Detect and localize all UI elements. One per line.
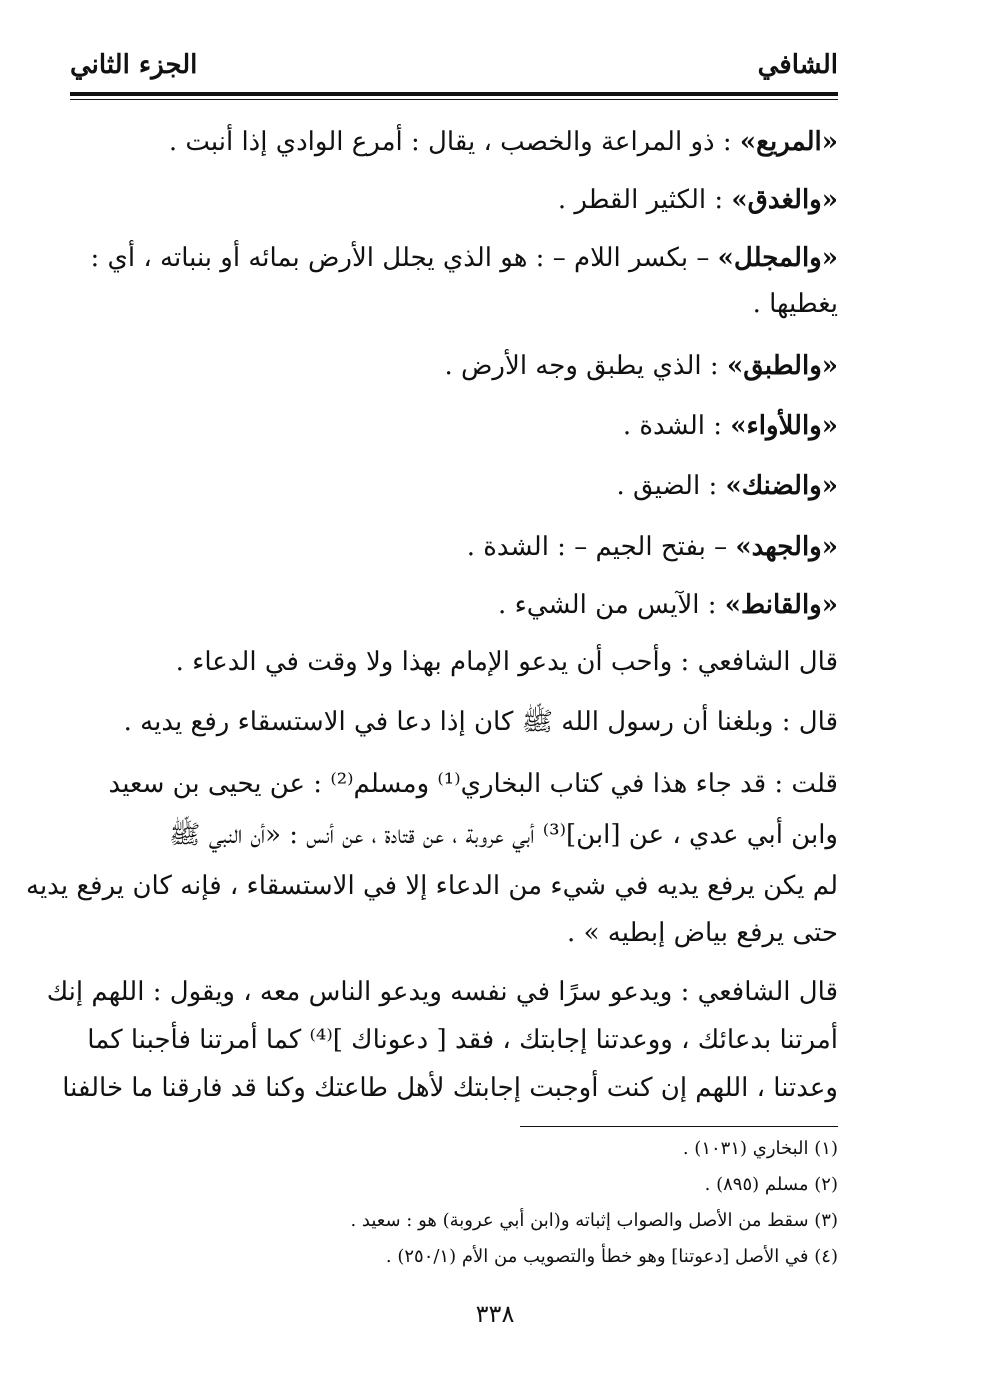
- glossary-term: «والجهد»: [735, 532, 838, 562]
- body-line: وابن أبي عدي ، عن [ابن]⁽³⁾ أبي عروبة ، عن قتادة ، عن أنس : «أن النبي ﷺ: [169, 820, 838, 850]
- running-header: [70, 50, 838, 92]
- glossary-entry: [60, 238, 838, 278]
- glossary-term: «والطبق»: [726, 351, 838, 381]
- glossary-entry: [70, 527, 838, 567]
- glossary-definition: : الآيس من الشيء .: [498, 590, 717, 620]
- glossary-term: «واللأواء»: [730, 411, 838, 441]
- footnote-separator: [520, 1126, 838, 1127]
- glossary-entry: [70, 122, 838, 162]
- glossary-definition: : الشدة .: [622, 411, 722, 441]
- footnote: (٤) في الأصل [دعوتنا] وهو خطأ والتصويب من الأم (٢٥٠/١) .: [385, 1246, 838, 1267]
- body-line: قال الشافعي : ويدعو سرًا في نفسه ويدعو الناس معه ، ويقول : اللهم إنك: [46, 977, 838, 1007]
- glossary-definition: : الضيق .: [616, 471, 718, 501]
- glossary-entry: [70, 406, 838, 446]
- glossary-definition: – بفتح الجيم – : الشدة .: [466, 532, 728, 562]
- glossary-term: «المريع»: [739, 127, 838, 157]
- glossary-term: «والغدق»: [731, 185, 838, 215]
- glossary-definition: : ذو المراعة والخصب ، يقال : أمرع الوادي إذا أنبت .: [168, 127, 732, 157]
- glossary-definition: – بكسر اللام – : هو الذي يجلل الأرض بمائه أو بنباته ، أي :: [90, 243, 710, 273]
- header-rule: [70, 92, 838, 96]
- glossary-entry: [70, 585, 838, 625]
- glossary-entry: [70, 180, 838, 220]
- body-line: وعدتنا ، اللهم إن كنت أوجبت إجابتك لأهل طاعتك وكنا قد فارقنا ما خالفنا: [62, 1073, 838, 1103]
- body-line: قلت : قد جاء هذا في كتاب البخاري⁽¹⁾ ومسلم⁽²⁾ : عن يحيى بن سعيد: [108, 769, 838, 799]
- body-line: حتى يرفع بياض إبطيه » .: [567, 918, 838, 948]
- footnote: (٣) سقط من الأصل والصواب إثباته و(ابن أبي عروبة) هو : سعيد .: [350, 1210, 838, 1231]
- body-line: أمرتنا بدعائك ، ووعدتنا إجابتك ، فقد [ دعوناك ]⁽⁴⁾ كما أمرتنا فأجبنا كما: [87, 1025, 838, 1055]
- body-paragraph: قال : وبلغنا أن رسول الله ﷺ كان إذا دعا في الاستسقاء رفع يديه .: [123, 707, 838, 737]
- body-line: لم يكن يرفع يديه في شيء من الدعاء إلا في الاستسقاء ، فإنه كان يرفع يديه: [26, 871, 838, 901]
- page-number: ٣٣٨: [475, 1300, 515, 1328]
- glossary-term: «والمجلل»: [717, 243, 838, 273]
- glossary-definition: : الذي يطبق وجه الأرض .: [444, 351, 719, 381]
- glossary-definition: : الكثير القطر .: [557, 185, 724, 215]
- book-title: الشافي: [757, 50, 838, 80]
- body-paragraph: قال الشافعي : وأحب أن يدعو الإمام بهذا ولا وقت في الدعاء .: [175, 647, 838, 677]
- glossary-term: «والضنك»: [725, 471, 838, 501]
- glossary-entry: [70, 466, 838, 506]
- part-title: الجزء الثاني: [70, 50, 198, 80]
- glossary-term: «والقانط»: [724, 590, 838, 620]
- footnote: (١) البخاري (١٠٣١) .: [682, 1138, 838, 1159]
- glossary-entry: [70, 346, 838, 386]
- header-rule-thin: [70, 99, 838, 100]
- footnote: (٢) مسلم (٨٩٥) .: [704, 1174, 838, 1195]
- glossary-continuation: يغطيها .: [752, 289, 838, 319]
